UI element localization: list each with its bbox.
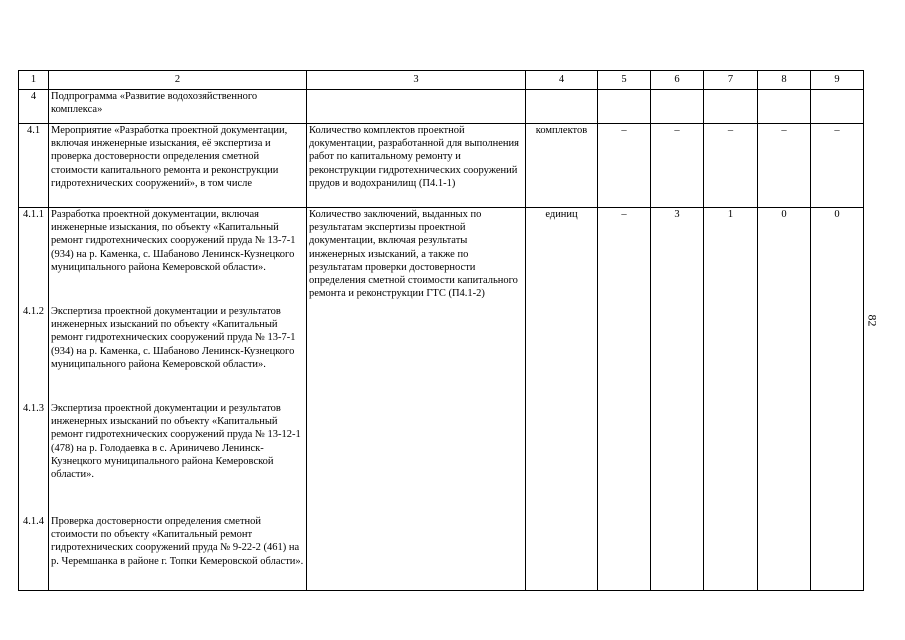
value-cell: 0 xyxy=(811,208,864,591)
value-cell: – xyxy=(651,124,704,208)
header-cell: 4 xyxy=(526,71,598,90)
row-name: Экспертиза проектной документации и результатов инженерных изысканий по объекту «Капитальный ремонт гидротехнических сооружений пруда № 13-7-1 (934) на р. Каменка, с. Шабаново Ленинск-Кузнецкого муниципального района Кемеровской области». xyxy=(51,306,296,370)
table-row xyxy=(19,124,864,208)
value-cell xyxy=(758,90,811,124)
table-row xyxy=(19,90,864,124)
header-cell: 9 xyxy=(811,71,864,90)
row-unit xyxy=(526,90,598,124)
header-cell: 7 xyxy=(704,71,758,90)
row-unit: единиц xyxy=(526,208,598,591)
value-cell: – xyxy=(704,124,758,208)
value-cell xyxy=(704,90,758,124)
value-cell: 0 xyxy=(758,208,811,591)
row-number: 4 xyxy=(19,90,49,124)
row-unit: комплектов xyxy=(526,124,598,208)
row-number: 4.1.1 xyxy=(23,209,44,220)
value-cell xyxy=(598,90,651,124)
row-number: 4.1 xyxy=(19,124,49,208)
row-indicator: Количество комплектов проектной документации, разработанной для выполнения работ по капитальному ремонту и реконструкции гидротехнических сооружений прудов и водохранилищ (П4.1-1) xyxy=(307,124,526,208)
row-number: 4.1.3 xyxy=(23,403,44,414)
row-number: 4.1.2 xyxy=(23,306,44,317)
row-indicator xyxy=(307,90,526,124)
value-cell: – xyxy=(598,208,651,591)
header-cell: 6 xyxy=(651,71,704,90)
row-name: Подпрограмма «Развитие водохозяйственного комплекса» xyxy=(49,90,307,124)
header-cell: 5 xyxy=(598,71,651,90)
header-cell: 1 xyxy=(19,71,49,90)
row-number: 4.1.4 xyxy=(23,516,44,527)
header-cell: 2 xyxy=(49,71,307,90)
page-number: 82 xyxy=(865,314,880,327)
header-row xyxy=(19,71,864,90)
value-cell xyxy=(651,90,704,124)
header-cell: 8 xyxy=(758,71,811,90)
row-name: Разработка проектной документации, включая инженерные изыскания, по объекту «Капитальный ремонт гидротехнических сооружений пруда № 13-7-1 (934) на р. Каменка, с. Шабаново Ленинск-Кузнецкого муниципального района Кемеровской области». xyxy=(51,209,296,273)
row-name-column xyxy=(49,208,307,591)
header-cell: 3 xyxy=(307,71,526,90)
row-indicator: Количество заключений, выданных по результатам экспертизы проектной документации, включая результаты инженерных изысканий, а также по результатам проверки достоверности определения сметной стоимости капитального ремонта и реконструкции ГТС (П4.1-2) xyxy=(307,208,526,591)
row-name: Экспертиза проектной документации и результатов инженерных изысканий по объекту «Капитальный ремонт гидротехнических сооружений пруда № 13-12-1 (478) на р. Голодаевка в с. Ариничево Ленинск-Кузнецкого муниципального района Кемеровской области». xyxy=(51,403,301,481)
row-number-column xyxy=(19,208,49,591)
table-row xyxy=(19,208,864,591)
value-cell: 3 xyxy=(651,208,704,591)
row-name: Мероприятие «Разработка проектной документации, включая инженерные изыскания, её экспертиза и проверка достоверности определения сметной стоимости капитального ремонта и реконструкции гидротехнических сооружений», в том числе xyxy=(49,124,307,208)
value-cell xyxy=(811,90,864,124)
value-cell: 1 xyxy=(704,208,758,591)
value-cell: – xyxy=(598,124,651,208)
row-name: Проверка достоверности определения сметной стоимости по объекту «Капитальный ремонт гидротехнических сооружений пруда № 9-22-2 (461) на р. Черемшанка в районе г. Топки Кемеровской области». xyxy=(51,516,304,567)
value-cell: – xyxy=(811,124,864,208)
value-cell: – xyxy=(758,124,811,208)
program-table xyxy=(18,70,864,591)
